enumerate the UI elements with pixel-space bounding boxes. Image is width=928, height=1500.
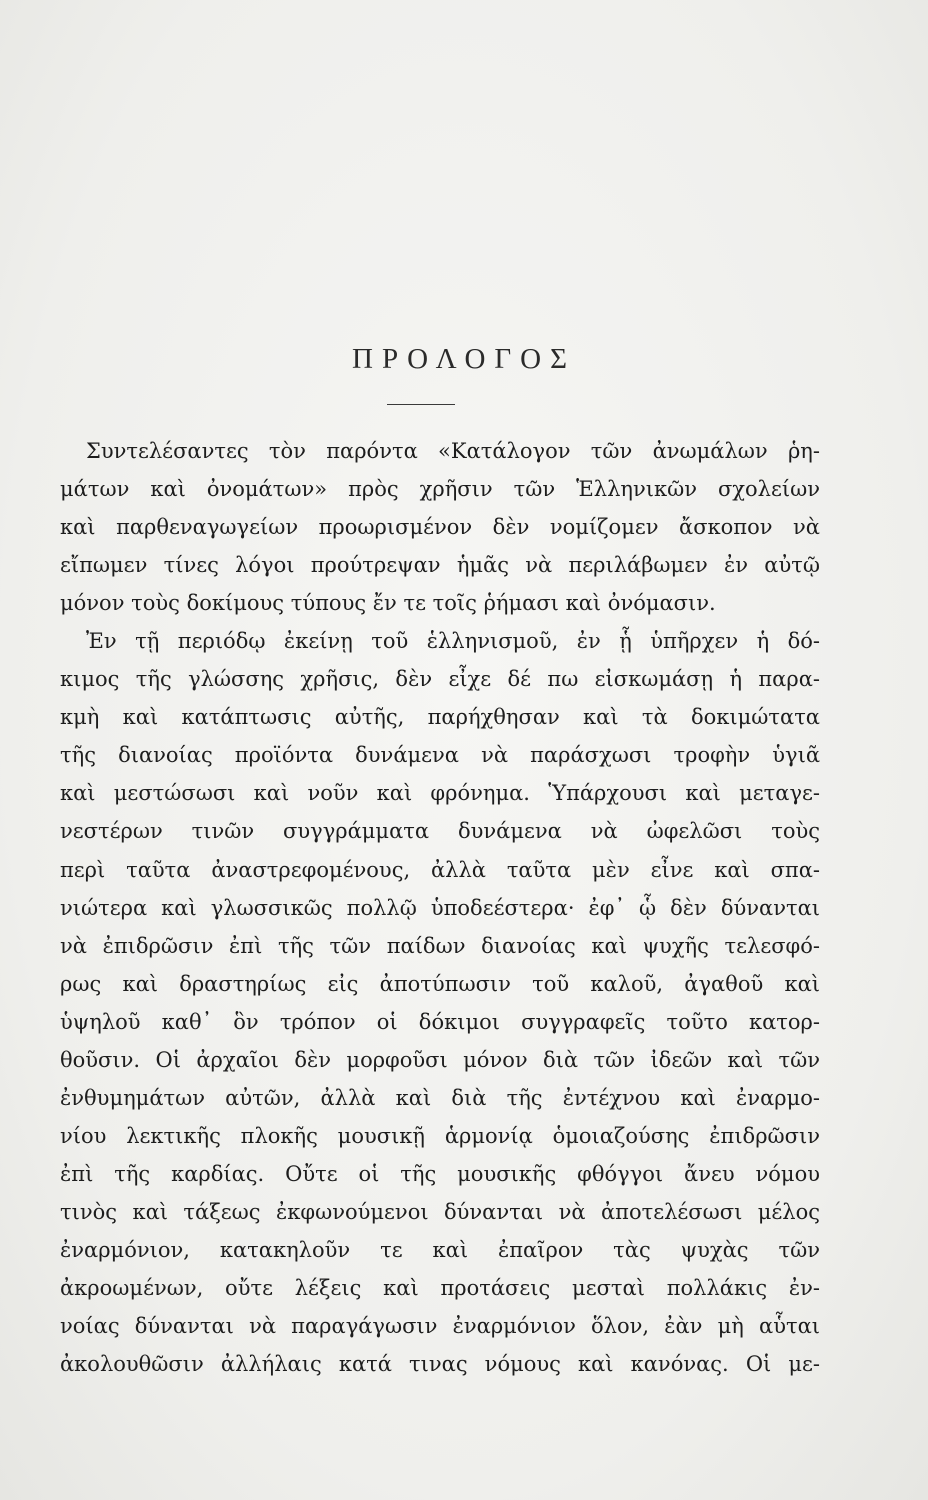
text-line: καὶ παρθεναγωγείων προωρισμένον δὲν νομίζομεν ἄσκοπον νὰ [60, 515, 820, 540]
title-divider [387, 404, 455, 405]
text-line: Συντελέσαντες τὸν παρόντα «Κατάλογον τῶν ἀνωμάλων ῥη- [86, 439, 820, 463]
text-line: νοίας δύνανται νὰ παραγάγωσιν ἐναρμόνιον ὅλον, ἐὰν μὴ αὗται [60, 1314, 820, 1339]
text-line: ρως καὶ δραστηρίως εἰς ἀποτύπωσιν τοῦ καλοῦ, ἀγαθοῦ καὶ [60, 971, 820, 996]
text-line: τινὸς καὶ τάξεως ἐκφωνούμενοι δύνανται νὰ ἀποτελέσωσι μέλος [60, 1199, 820, 1224]
text-line: ἐνθυμημάτων αὐτῶν, ἀλλὰ καὶ διὰ τῆς ἐντέχνου καὶ ἐναρμο- [60, 1085, 820, 1110]
text-line: μόνον τοὺς δοκίμους τύπους ἔν τε τοῖς ῥήμασι καὶ ὀνόμασιν. [60, 591, 716, 616]
page-title: ΠΡΟΛΟΓΟΣ [352, 343, 576, 375]
text-line: νίου λεκτικῆς πλοκῆς μουσικῇ ἁρμονίᾳ ὁμοιαζούσης ἐπιδρῶσιν [60, 1123, 820, 1148]
text-line: κιμος τῆς γλώσσης χρῆσις, δὲν εἶχε δέ πω εἰσκωμάσῃ ἡ παρα- [60, 667, 820, 692]
body-text [60, 432, 820, 1383]
text-line: εἴπωμεν τίνες λόγοι προύτρεψαν ἡμᾶς νὰ περιλάβωμεν ἐν αὐτῷ [60, 553, 820, 578]
text-line: μάτων καὶ ὀνομάτων» πρὸς χρῆσιν τῶν Ἑλληνικῶν σχολείων [60, 477, 820, 502]
text-line: ὑψηλοῦ καθ᾽ ὃν τρόπον οἱ δόκιμοι συγγραφεῖς τοῦτο κατορ- [60, 1009, 820, 1034]
text-line: Ἐν τῇ περιόδῳ ἐκείνῃ τοῦ ἑλληνισμοῦ, ἐν ᾗ ὑπῆρχεν ἡ δό- [86, 629, 820, 654]
text-line: ἐπὶ τῆς καρδίας. Οὔτε οἱ τῆς μουσικῆς φθόγγοι ἄνευ νόμου [60, 1161, 820, 1186]
text-line: ἀκολουθῶσιν ἀλλήλαις κατά τινας νόμους καὶ κανόνας. Οἱ με- [60, 1352, 820, 1377]
text-line: νεστέρων τινῶν συγγράμματα δυνάμενα νὰ ὠφελῶσι τοὺς [60, 819, 820, 844]
text-line: ἀκροωμένων, οὔτε λέξεις καὶ προτάσεις μεσταὶ πολλάκις ἐν- [60, 1276, 820, 1301]
text-line: περὶ ταῦτα ἀναστρεφομένους, ἀλλὰ ταῦτα μὲν εἶνε καὶ σπα- [60, 857, 820, 882]
text-line: θοῦσιν. Οἱ ἀρχαῖοι δὲν μορφοῦσι μόνον διὰ τῶν ἰδεῶν καὶ τῶν [60, 1047, 820, 1072]
text-line: νιώτερα καὶ γλωσσικῶς πολλῷ ὑποδεέστερα· ἐφ᾽ ᾧ δὲν δύνανται [60, 895, 820, 920]
text-line: ἐναρμόνιον, κατακηλοῦν τε καὶ ἐπαῖρον τὰς ψυχὰς τῶν [60, 1237, 820, 1262]
text-line: νὰ ἐπιδρῶσιν ἐπὶ τῆς τῶν παίδων διανοίας καὶ ψυχῆς τελεσφό- [60, 933, 820, 958]
text-line: κμὴ καὶ κατάπτωσις αὐτῆς, παρήχθησαν καὶ τὰ δοκιμώτατα [60, 705, 820, 730]
text-line: καὶ μεστώσωσι καὶ νοῦν καὶ φρόνημα. Ὑπάρχουσι καὶ μεταγε- [60, 781, 820, 806]
text-line: τῆς διανοίας προϊόντα δυνάμενα νὰ παράσχωσι τροφὴν ὑγιᾶ [60, 743, 820, 768]
